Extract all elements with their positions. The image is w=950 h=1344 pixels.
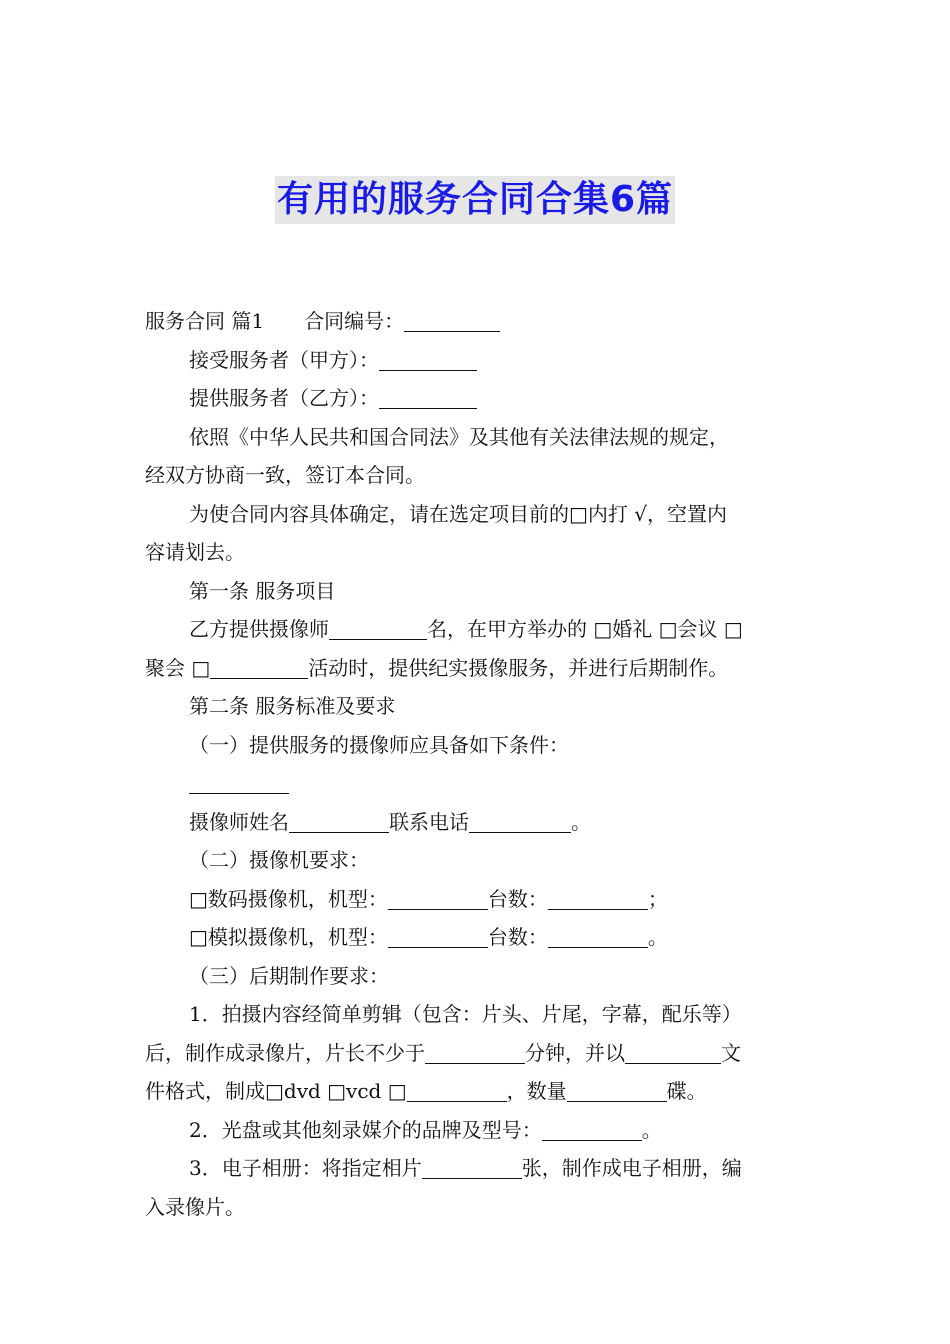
line-photo-album-2: 入录像片。: [145, 1194, 245, 1219]
line-photo-album-1: 3．电子相册：将指定相片 张，制作成电子相册，编: [189, 1156, 742, 1180]
line-party-a: 接受服务者（甲方）：: [145, 341, 807, 380]
line-analog-camera: □模拟摄像机，机型： 台数： 。: [189, 925, 668, 949]
article-1-heading: 第一条 服务项目: [189, 578, 336, 603]
blank-file-format[interactable]: [625, 1039, 721, 1064]
section-2-heading: （二）摄像机要求：: [189, 848, 369, 872]
section-3-heading: （三）后期制作要求：: [189, 963, 389, 988]
blank-party-a[interactable]: [379, 346, 477, 371]
blank-photo-count[interactable]: [422, 1154, 522, 1179]
line-checkbox-note-1: 为使合同内容具体确定，请在选定项目前的□内打 √，空置内: [189, 501, 727, 526]
line-conditions-blank: [145, 764, 807, 803]
document-title: [0, 176, 950, 224]
blank-conditions[interactable]: [189, 769, 289, 794]
line-party-b: 提供服务者（乙方）：: [145, 379, 807, 418]
line-disc-brand: 2．光盘或其他刻录媒介的品牌及型号： 。: [189, 1117, 662, 1142]
contract-body: [145, 302, 807, 1226]
line-service-item-1: 乙方提供摄像师 名，在甲方举办的 □婚礼 □会议 □: [189, 617, 743, 641]
blank-cameraman-name[interactable]: [289, 808, 389, 833]
line-editing-1: 1．拍摄内容经简单剪辑（包含：片头、片尾，字幕，配乐等）: [189, 1002, 742, 1026]
section-1-heading: （一）提供服务的摄像师应具备如下条件：: [189, 732, 569, 757]
blank-analog-count[interactable]: [548, 923, 648, 948]
line-legal-basis-2: 经双方协商一致，签订本合同。: [145, 463, 425, 487]
blank-event-type[interactable]: [210, 654, 308, 679]
blank-disc-count[interactable]: [567, 1077, 667, 1102]
line-service-item-2: 聚会 □ 活动时，提供纪实摄像服务，并进行后期制作。: [145, 655, 729, 680]
blank-digital-model[interactable]: [388, 885, 488, 910]
blank-contract-number[interactable]: [404, 307, 500, 332]
line-legal-basis-1: 依照《中华人民共和国合同法》及其他有关法律法规的规定，: [189, 424, 729, 449]
blank-cameraman-count[interactable]: [329, 615, 427, 640]
blank-media-other[interactable]: [407, 1077, 507, 1102]
blank-disc-brand[interactable]: [542, 1116, 642, 1141]
line-digital-camera: □数码摄像机，机型： 台数： ；: [189, 886, 668, 911]
line-checkbox-note-2: 容请划去。: [145, 540, 245, 564]
line-editing-2: 后，制作成录像片，片长不少于 分钟，并以 文: [145, 1040, 741, 1065]
blank-analog-model[interactable]: [388, 923, 488, 948]
blank-duration[interactable]: [425, 1039, 525, 1064]
blank-phone[interactable]: [469, 808, 571, 833]
line-cameraman-info: 摄像师姓名 联系电话 。: [189, 809, 591, 834]
line-contract-number: 服务合同 篇1 合同编号：: [145, 302, 807, 341]
blank-digital-count[interactable]: [548, 885, 648, 910]
line-editing-3: 件格式，制成□dvd □vcd □ ，数量 碟。: [145, 1079, 707, 1103]
article-2-heading: 第二条 服务标准及要求: [189, 694, 396, 718]
blank-party-b[interactable]: [379, 384, 477, 409]
title-text: 有用的服务合同合集6篇: [275, 176, 675, 224]
